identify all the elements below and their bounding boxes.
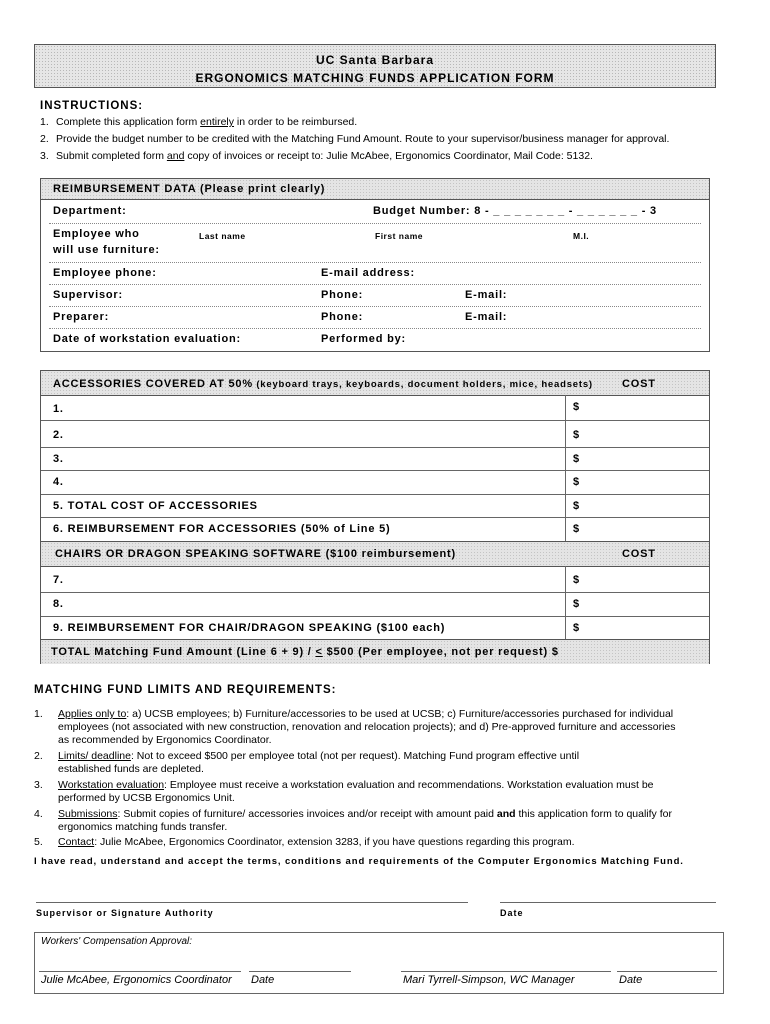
julie-date-line[interactable]	[249, 971, 351, 972]
agreement-statement: I have read, understand and accept the terms, conditions and requirements of the Computer Ergonomics Matching Fund.	[34, 856, 684, 867]
accessory-row-1: 1.	[53, 403, 64, 415]
employee-label-1: Employee who	[53, 228, 140, 240]
supervisor-date-label: Date	[500, 908, 524, 918]
julie-date-label: Date	[251, 974, 275, 986]
budget-number-field[interactable]: Budget Number: 8 - _ _ _ _ _ _ _ - _ _ _ _ _ _ - 3	[373, 205, 657, 217]
supervisor-phone-label: Phone:	[321, 289, 364, 301]
cost-7[interactable]: $	[573, 574, 580, 586]
chair-reimbursement-row: 9. REIMBURSEMENT FOR CHAIR/DRAGON SPEAKING ($100 each)	[53, 622, 446, 634]
employee-label-2: will use furniture:	[53, 244, 160, 256]
cost-5[interactable]: $	[573, 500, 580, 512]
wc-approval-box	[34, 932, 724, 994]
supervisor-email-label: E-mail:	[465, 289, 508, 301]
instruction-3: 3. Submit completed form and copy of invoices or receipt to: Julie McAbee, Ergonomics Coordinator, Mail Code: 5132.	[40, 150, 593, 162]
first-name-field[interactable]: First name	[375, 231, 423, 241]
form-header	[34, 44, 716, 88]
cost-6[interactable]: $	[573, 523, 580, 535]
mari-signature-label: Mari Tyrrell-Simpson, WC Manager	[403, 974, 575, 986]
chairs-title: CHAIRS OR DRAGON SPEAKING SOFTWARE ($100 reimbursement)	[55, 548, 456, 560]
instructions-title: INSTRUCTIONS:	[40, 100, 144, 112]
total-accessories-row: 5. TOTAL COST OF ACCESSORIES	[53, 500, 258, 512]
last-name-field[interactable]: Last name	[199, 231, 246, 241]
accessories-title: ACCESSORIES COVERED AT 50% (keyboard trays, keyboards, document holders, mice, headsets)	[53, 378, 593, 390]
wc-approval-label: Workers' Compensation Approval:	[41, 936, 193, 947]
mari-date-line[interactable]	[617, 971, 717, 972]
cost-2[interactable]: $	[573, 429, 580, 441]
email-address-label: E-mail address:	[321, 267, 415, 279]
julie-signature-line[interactable]	[39, 971, 241, 972]
julie-signature-label: Julie McAbee, Ergonomics Coordinator	[41, 974, 232, 986]
limits-title: MATCHING FUND LIMITS AND REQUIREMENTS:	[34, 684, 337, 696]
instruction-1: 1. Complete this application form entirely in order to be reimbursed.	[40, 116, 358, 128]
mari-date-label: Date	[619, 974, 643, 986]
cost-1[interactable]: $	[573, 401, 580, 413]
supervisor-signature-label: Supervisor or Signature Authority	[36, 908, 214, 918]
reimbursement-accessories-row: 6. REIMBURSEMENT FOR ACCESSORIES (50% of Line 5)	[53, 523, 391, 535]
chair-row-7: 7.	[53, 574, 64, 586]
cost-8[interactable]: $	[573, 598, 580, 610]
total-matching-fund[interactable]: TOTAL Matching Fund Amount (Line 6 + 9) / < $500 (Per employee, not per request) $	[51, 646, 559, 658]
supervisor-label: Supervisor:	[53, 289, 123, 301]
performed-by-label: Performed by:	[321, 333, 406, 345]
cost-4[interactable]: $	[573, 476, 580, 488]
accessory-row-3: 3.	[53, 453, 64, 465]
header-university: UC Santa Barbara	[315, 53, 435, 67]
cost-3[interactable]: $	[573, 453, 580, 465]
supervisor-date-line[interactable]	[500, 902, 716, 903]
mari-signature-line[interactable]	[401, 971, 611, 972]
preparer-label: Preparer:	[53, 311, 110, 323]
accessories-cost-header: COST	[622, 378, 656, 390]
eval-date-label: Date of workstation evaluation:	[53, 333, 241, 345]
chairs-cost-header: COST	[622, 548, 656, 560]
reimbursement-section	[40, 178, 710, 352]
chair-row-8: 8.	[53, 598, 64, 610]
supervisor-signature-line[interactable]	[36, 902, 468, 903]
accessories-section	[40, 370, 710, 664]
preparer-phone-label: Phone:	[321, 311, 364, 323]
employee-phone-label: Employee phone:	[53, 267, 157, 279]
reimbursement-title: REIMBURSEMENT DATA (Please print clearly)	[53, 183, 326, 195]
preparer-email-label: E-mail:	[465, 311, 508, 323]
department-label: Department:	[53, 205, 127, 217]
accessory-row-2: 2.	[53, 429, 64, 441]
middle-initial-field[interactable]: M.I.	[573, 231, 590, 241]
accessory-row-4: 4.	[53, 476, 64, 488]
header-form-title: ERGONOMICS MATCHING FUNDS APPLICATION FORM	[195, 71, 555, 85]
instruction-2: 2. Provide the budget number to be credited with the Matching Fund Amount. Route to your supervisor/business manager for approval.	[40, 133, 670, 145]
cost-9[interactable]: $	[573, 622, 580, 634]
